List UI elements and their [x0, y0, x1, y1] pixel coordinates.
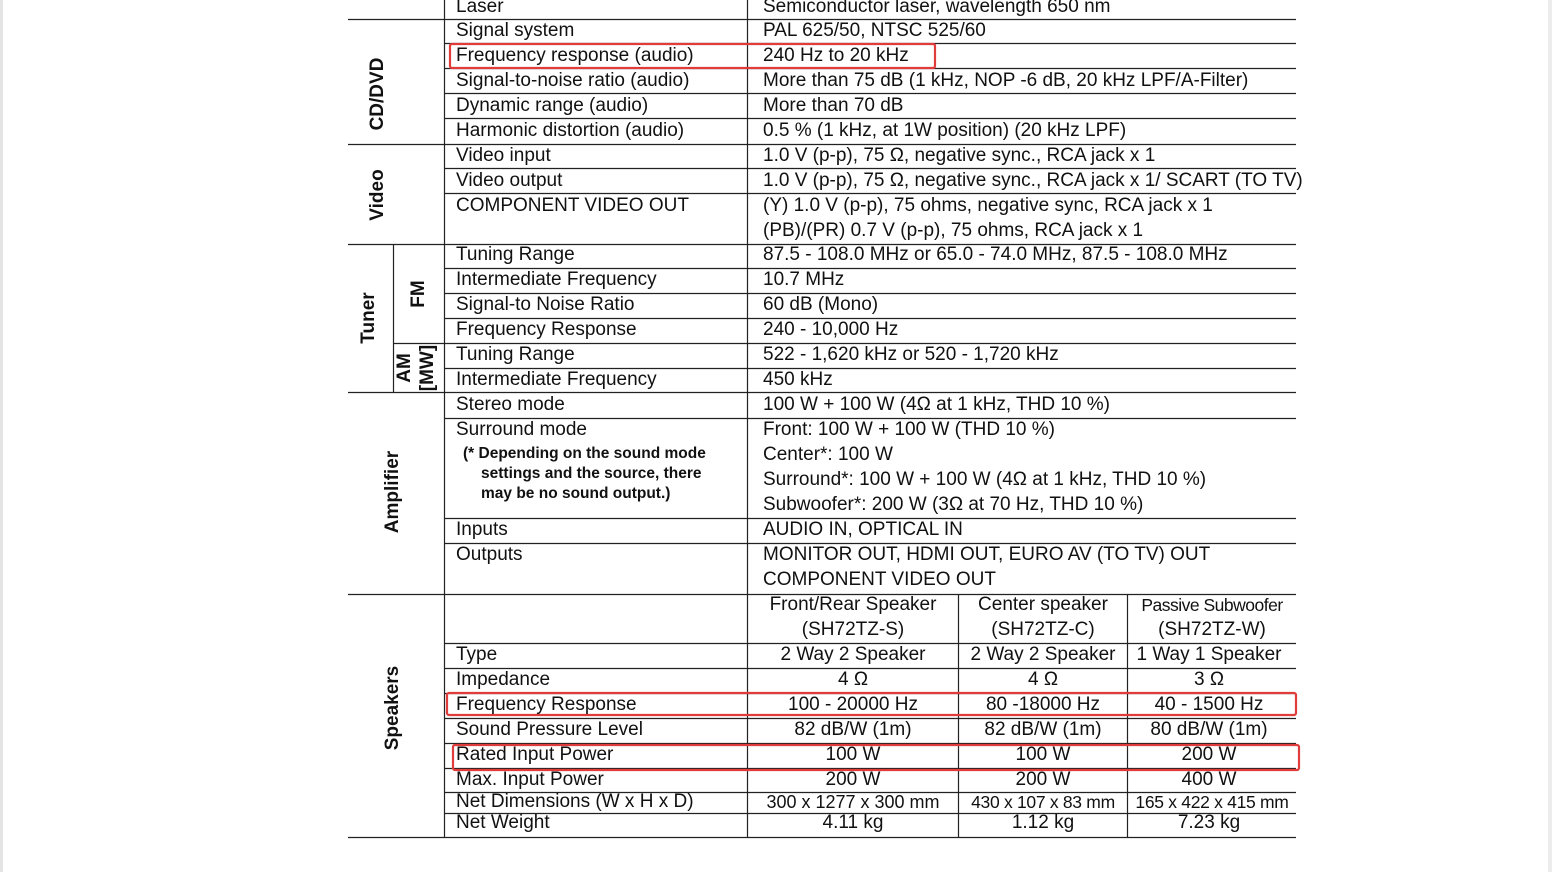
speaker-rated-power-subwoofer: 200 W: [1181, 744, 1237, 765]
section-label-amplifier: Amplifier: [382, 450, 403, 534]
row-label-fm-frequency-response: Frequency Response: [456, 319, 637, 340]
row-value-outputs-2: COMPONENT VIDEO OUT: [763, 569, 996, 590]
surround-note-line-1: (* Depending on the sound mode: [463, 445, 706, 462]
speaker-row-label-type: Type: [456, 644, 498, 665]
speaker-dimensions-center: 430 x 107 x 83 mm: [971, 792, 1115, 812]
surround-note-line-3: may be no sound output.): [481, 485, 671, 502]
surround-note-line-2: settings and the source, there: [481, 465, 702, 482]
speaker-weight-subwoofer: 7.23 kg: [1177, 812, 1241, 833]
row-value-surround-center: Center*: 100 W: [763, 444, 893, 465]
row-label-fm-tuning-range: Tuning Range: [456, 244, 575, 265]
row-value-am-tuning-range: 522 - 1,620 kHz or 520 - 1,720 kHz: [763, 344, 1059, 365]
speaker-row-label-impedance: Impedance: [456, 669, 551, 690]
speaker-header-subwoofer: Passive Subwoofer: [1141, 595, 1283, 615]
row-label-video-output: Video output: [456, 170, 563, 191]
section-label-cddvd: CD/DVD: [367, 57, 388, 131]
row-value-dynamic-range: More than 70 dB: [763, 95, 904, 116]
row-label-stereo-mode: Stereo mode: [456, 394, 565, 415]
row-value-harmonic-distortion: 0.5 % (1 kHz, at 1W position) (20 kHz LPF): [763, 120, 1127, 141]
speaker-header-center-model: (SH72TZ-C): [991, 619, 1095, 640]
row-label-signal-system: Signal system: [456, 20, 575, 41]
speaker-type-subwoofer: 1 Way 1 Speaker: [1136, 644, 1282, 665]
speaker-type-center: 2 Way 2 Speaker: [970, 644, 1116, 665]
speaker-type-front-rear: 2 Way 2 Speaker: [780, 644, 926, 665]
row-label-harmonic-distortion: Harmonic distortion (audio): [456, 120, 685, 141]
row-value-fm-intermediate-frequency: 10.7 MHz: [763, 269, 845, 290]
row-label-inputs: Inputs: [456, 519, 508, 540]
row-value-surround-front: Front: 100 W + 100 W (THD 10 %): [763, 419, 1055, 440]
speaker-impedance-center: 4 Ω: [1027, 669, 1059, 690]
row-value-stereo-mode: 100 W + 100 W (4Ω at 1 kHz, THD 10 %): [763, 394, 1111, 415]
section-label-video: Video: [367, 169, 388, 221]
section-label-speakers: Speakers: [382, 665, 403, 751]
section-label-fm: FM: [408, 280, 429, 308]
row-label-snr-audio: Signal-to-noise ratio (audio): [456, 70, 690, 91]
row-value-snr-audio: More than 75 dB (1 kHz, NOP -6 dB, 20 kHz LPF/A-Filter): [763, 70, 1249, 91]
speaker-max-power-front-rear: 200 W: [825, 769, 881, 790]
speaker-row-label-max-input-power: Max. Input Power: [456, 769, 604, 790]
speaker-max-power-subwoofer: 400 W: [1181, 769, 1237, 790]
speaker-max-power-center: 200 W: [1015, 769, 1071, 790]
speaker-spl-front-rear: 82 dB/W (1m): [794, 719, 912, 740]
speaker-spl-center: 82 dB/W (1m): [984, 719, 1102, 740]
row-label-video-input: Video input: [456, 145, 551, 166]
speaker-frequency-response-center: 80 -18000 Hz: [985, 694, 1101, 715]
row-value-am-intermediate-frequency: 450 kHz: [763, 369, 833, 390]
speaker-row-label-rated-input-power: Rated Input Power: [456, 744, 614, 765]
row-value-video-input: 1.0 V (p-p), 75 Ω, negative sync., RCA jack x 1: [763, 145, 1156, 166]
row-value-surround-subwoofer: Subwoofer*: 200 W (3Ω at 70 Hz, THD 10 %): [763, 494, 1144, 515]
speaker-header-front-rear-model: (SH72TZ-S): [801, 619, 905, 640]
speaker-frequency-response-subwoofer: 40 - 1500 Hz: [1154, 694, 1264, 715]
row-value-outputs-1: MONITOR OUT, HDMI OUT, EURO AV (TO TV) OUT: [763, 544, 1211, 565]
row-value-component-video-out-pbpr: (PB)/(PR) 0.7 V (p-p), 75 ohms, RCA jack x 1: [763, 220, 1144, 241]
speaker-rated-power-center: 100 W: [1015, 744, 1071, 765]
section-label-am: AM: [394, 353, 415, 383]
row-value-frequency-response-audio: 240 Hz to 20 kHz: [763, 45, 909, 66]
speaker-impedance-front-rear: 4 Ω: [837, 669, 869, 690]
row-value-inputs: AUDIO IN, OPTICAL IN: [763, 519, 963, 540]
row-value-fm-tuning-range: 87.5 - 108.0 MHz or 65.0 - 74.0 MHz, 87.5 - 108.0 MHz: [763, 244, 1228, 265]
row-value-fm-snr: 60 dB (Mono): [763, 294, 879, 315]
speaker-header-subwoofer-model: (SH72TZ-W): [1158, 619, 1266, 640]
row-value-signal-system: PAL 625/50, NTSC 525/60: [763, 20, 986, 41]
row-value-fm-frequency-response: 240 - 10,000 Hz: [763, 319, 899, 340]
row-value-laser: Semiconductor laser, wavelength 650 nm: [763, 0, 1111, 17]
row-label-fm-snr: Signal-to Noise Ratio: [456, 294, 635, 315]
speaker-spl-subwoofer: 80 dB/W (1m): [1150, 719, 1268, 740]
speaker-rated-power-front-rear: 100 W: [825, 744, 881, 765]
row-value-surround-surround: Surround*: 100 W + 100 W (4Ω at 1 kHz, THD 10 %): [763, 469, 1207, 490]
speaker-header-center: Center speaker: [978, 594, 1108, 615]
speaker-weight-front-rear: 4.11 kg: [822, 812, 884, 833]
row-value-component-video-out-y: (Y) 1.0 V (p-p), 75 ohms, negative sync, RCA jack x 1: [763, 195, 1213, 216]
speaker-row-label-net-weight: Net Weight: [456, 812, 550, 833]
row-label-frequency-response-audio: Frequency response (audio): [456, 45, 694, 66]
row-label-am-tuning-range: Tuning Range: [456, 344, 575, 365]
speaker-frequency-response-front-rear: 100 - 20000 Hz: [788, 694, 918, 715]
row-label-laser: Laser: [456, 0, 504, 17]
row-label-am-intermediate-frequency: Intermediate Frequency: [456, 369, 657, 390]
speaker-row-label-net-dimensions: Net Dimensions (W x H x D): [456, 791, 694, 812]
row-label-surround-mode: Surround mode: [456, 419, 587, 440]
row-label-component-video-out: COMPONENT VIDEO OUT: [456, 195, 689, 216]
section-label-tuner: Tuner: [358, 292, 379, 344]
row-label-outputs: Outputs: [456, 544, 523, 565]
speaker-impedance-subwoofer: 3 Ω: [1193, 669, 1225, 690]
speaker-dimensions-subwoofer: 165 x 422 x 415 mm: [1135, 792, 1289, 812]
speaker-row-label-frequency-response: Frequency Response: [456, 694, 637, 715]
speaker-dimensions-front-rear: 300 x 1277 x 300 mm: [766, 792, 940, 812]
speaker-row-label-spl: Sound Pressure Level: [456, 719, 643, 740]
row-value-video-output: 1.0 V (p-p), 75 Ω, negative sync., RCA jack x 1/ SCART (TO TV): [763, 170, 1303, 191]
section-label-mw: [MW]: [417, 344, 438, 392]
speaker-weight-center: 1.12 kg: [1011, 812, 1075, 833]
row-label-fm-intermediate-frequency: Intermediate Frequency: [456, 269, 657, 290]
speaker-header-front-rear: Front/Rear Speaker: [769, 594, 937, 615]
row-label-dynamic-range: Dynamic range (audio): [456, 95, 649, 116]
